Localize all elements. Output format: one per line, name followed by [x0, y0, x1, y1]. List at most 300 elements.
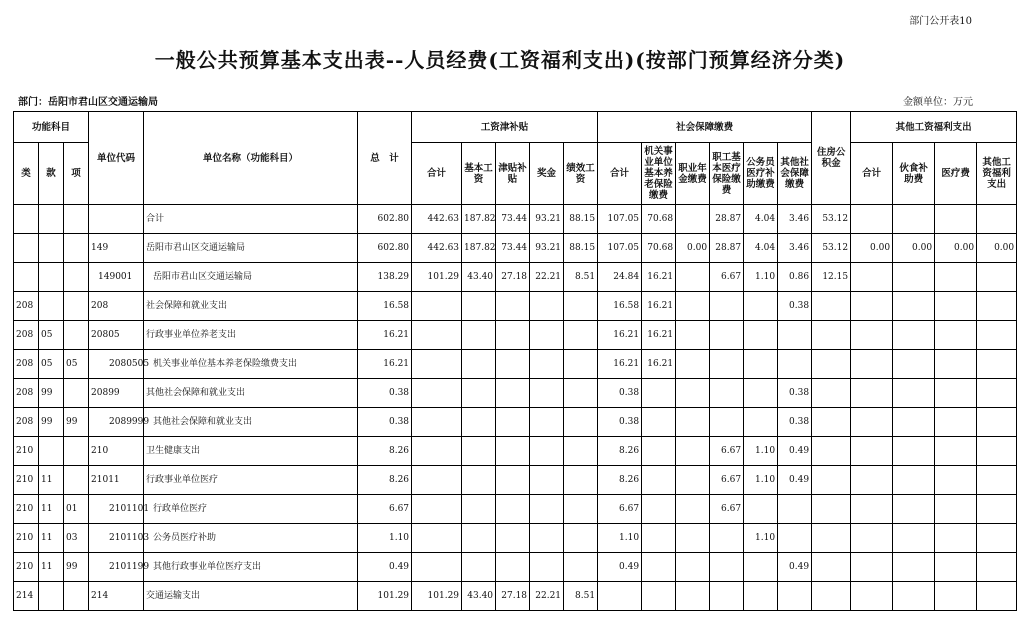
unit-name-cell: 交通运输支出	[144, 582, 358, 611]
amount-cell	[462, 292, 496, 321]
amount-cell	[710, 321, 744, 350]
amount-cell	[530, 466, 564, 495]
amount-cell	[935, 321, 977, 350]
amount-cell	[977, 524, 1017, 553]
amount-cell	[812, 379, 851, 408]
amount-cell	[744, 553, 778, 582]
amount-cell: 0.00	[851, 234, 893, 263]
header-other-social: 其他社会保障缴费	[778, 143, 812, 205]
function-class-cell	[14, 234, 39, 263]
amount-cell	[496, 292, 530, 321]
amount-cell: 6.67	[598, 495, 642, 524]
amount-cell	[676, 553, 710, 582]
amount-cell	[676, 408, 710, 437]
amount-cell: 6.67	[710, 263, 744, 292]
amount-cell	[935, 350, 977, 379]
header-occupational-annuity: 职业年金缴费	[676, 143, 710, 205]
amount-cell	[935, 524, 977, 553]
amount-cell	[893, 263, 935, 292]
function-class-cell: 208	[14, 321, 39, 350]
budget-table	[13, 111, 1017, 611]
amount-cell: 43.40	[462, 263, 496, 292]
amount-cell	[744, 292, 778, 321]
amount-cell	[977, 292, 1017, 321]
amount-cell	[812, 437, 851, 466]
amount-cell: 24.84	[598, 263, 642, 292]
unit-name-cell: 行政事业单位医疗	[144, 466, 358, 495]
amount-cell: 107.05	[598, 234, 642, 263]
amount-cell: 8.26	[598, 466, 642, 495]
amount-cell: 6.67	[710, 495, 744, 524]
header-other-group: 其他工资福利支出	[851, 112, 1017, 143]
amount-cell	[676, 466, 710, 495]
amount-cell: 16.21	[598, 350, 642, 379]
function-class-cell: 210	[14, 437, 39, 466]
amount-cell: 8.26	[598, 437, 642, 466]
function-class-cell: 05	[64, 350, 89, 379]
header-kuan: 款	[39, 143, 64, 205]
amount-cell	[812, 582, 851, 611]
amount-cell	[462, 408, 496, 437]
amount-cell: 93.21	[530, 234, 564, 263]
function-class-cell: 11	[39, 466, 64, 495]
amount-cell	[496, 553, 530, 582]
amount-cell: 73.44	[496, 234, 530, 263]
department-label: 部门：岳阳市君山区交通运输局	[18, 97, 158, 108]
header-unit-code: 单位代码	[89, 112, 144, 205]
amount-cell	[710, 292, 744, 321]
amount-cell: 28.87	[710, 205, 744, 234]
amount-cell: 28.87	[710, 234, 744, 263]
amount-cell	[893, 321, 935, 350]
amount-cell: 27.18	[496, 263, 530, 292]
amount-cell	[676, 524, 710, 553]
header-xiang: 项	[64, 143, 89, 205]
amount-cell: 22.21	[530, 582, 564, 611]
amount-cell	[851, 524, 893, 553]
header-other-total: 合计	[851, 143, 893, 205]
amount-cell	[977, 553, 1017, 582]
function-class-cell	[39, 582, 64, 611]
amount-cell	[462, 437, 496, 466]
amount-cell	[893, 437, 935, 466]
amount-cell: 8.26	[358, 466, 412, 495]
amount-cell: 0.00	[977, 234, 1017, 263]
amount-cell	[676, 292, 710, 321]
amount-cell	[851, 350, 893, 379]
amount-cell	[851, 379, 893, 408]
amount-cell	[744, 408, 778, 437]
amount-cell: 8.51	[564, 263, 598, 292]
amount-cell: 0.38	[598, 379, 642, 408]
unit-name-cell: 合计	[144, 205, 358, 234]
unit-name-cell: 卫生健康支出	[144, 437, 358, 466]
amount-cell: 0.49	[778, 466, 812, 495]
table-row	[14, 263, 1017, 292]
amount-cell: 16.21	[642, 263, 676, 292]
function-class-cell: 210	[14, 495, 39, 524]
amount-cell: 16.21	[642, 292, 676, 321]
amount-cell	[496, 379, 530, 408]
amount-cell	[744, 350, 778, 379]
amount-cell: 16.21	[642, 350, 676, 379]
function-class-cell: 99	[64, 408, 89, 437]
table-row	[14, 524, 1017, 553]
function-class-cell: 99	[39, 379, 64, 408]
amount-cell	[412, 495, 462, 524]
function-class-cell: 210	[14, 524, 39, 553]
header-wage-group: 工资津补贴	[412, 112, 598, 143]
amount-cell	[462, 321, 496, 350]
amount-cell	[564, 292, 598, 321]
amount-cell: 3.46	[778, 234, 812, 263]
amount-cell	[851, 437, 893, 466]
amount-cell	[977, 350, 1017, 379]
amount-cell: 187.82	[462, 234, 496, 263]
amount-cell	[530, 553, 564, 582]
amount-cell	[564, 350, 598, 379]
amount-cell	[812, 466, 851, 495]
amount-cell: 88.15	[564, 205, 598, 234]
unit-name-cell: 社会保障和就业支出	[144, 292, 358, 321]
amount-cell: 0.38	[358, 379, 412, 408]
amount-cell: 0.38	[778, 379, 812, 408]
amount-cell: 1.10	[744, 466, 778, 495]
amount-cell	[710, 408, 744, 437]
amount-cell	[893, 350, 935, 379]
unit-code-cell: 208	[89, 292, 144, 321]
amount-cell	[935, 466, 977, 495]
amount-cell	[812, 350, 851, 379]
amount-cell	[530, 524, 564, 553]
function-class-cell	[64, 234, 89, 263]
function-class-cell	[64, 205, 89, 234]
table-row	[14, 292, 1017, 321]
amount-cell	[893, 553, 935, 582]
amount-cell: 1.10	[598, 524, 642, 553]
amount-cell	[676, 437, 710, 466]
amount-cell	[935, 553, 977, 582]
table-row	[14, 205, 1017, 234]
function-class-cell: 11	[39, 495, 64, 524]
table-row	[14, 466, 1017, 495]
amount-cell	[710, 379, 744, 408]
amount-cell	[812, 495, 851, 524]
unit-name-cell: 岳阳市君山区交通运输局	[144, 263, 358, 292]
amount-cell	[642, 582, 676, 611]
unit-name-cell: 公务员医疗补助	[144, 524, 358, 553]
amount-cell: 0.49	[778, 437, 812, 466]
amount-cell	[977, 205, 1017, 234]
amount-cell	[676, 350, 710, 379]
amount-cell	[642, 408, 676, 437]
amount-cell	[496, 321, 530, 350]
amount-cell	[564, 437, 598, 466]
amount-cell	[851, 263, 893, 292]
header-medical-fee: 医疗费	[935, 143, 977, 205]
header-basic-wage: 基本工资	[462, 143, 496, 205]
amount-cell	[676, 379, 710, 408]
function-class-cell: 210	[14, 466, 39, 495]
unit-code-cell	[89, 205, 144, 234]
amount-cell: 3.46	[778, 205, 812, 234]
amount-cell	[412, 553, 462, 582]
amount-cell	[412, 437, 462, 466]
table-row	[14, 350, 1017, 379]
function-class-cell: 11	[39, 553, 64, 582]
amount-cell: 6.67	[710, 437, 744, 466]
unit-name-cell: 机关事业单位基本养老保险缴费支出	[144, 350, 358, 379]
header-social-group: 社会保障缴费	[598, 112, 812, 143]
amount-cell	[412, 466, 462, 495]
header-pension-insurance: 机关事业单位基本养老保险缴费	[642, 143, 676, 205]
function-class-cell: 208	[14, 350, 39, 379]
amount-cell	[412, 379, 462, 408]
table-row	[14, 582, 1017, 611]
amount-cell: 16.21	[598, 321, 642, 350]
amount-cell	[496, 408, 530, 437]
amount-cell: 88.15	[564, 234, 598, 263]
amount-cell	[412, 524, 462, 553]
amount-cell	[496, 495, 530, 524]
amount-cell: 12.15	[812, 263, 851, 292]
amount-cell	[778, 524, 812, 553]
amount-cell: 101.29	[412, 263, 462, 292]
function-class-cell	[64, 379, 89, 408]
function-class-cell: 01	[64, 495, 89, 524]
unit-code-cell: 20805	[89, 321, 144, 350]
amount-cell	[530, 350, 564, 379]
header-allowance: 津贴补贴	[496, 143, 530, 205]
unit-name-cell: 其他行政事业单位医疗支出	[144, 553, 358, 582]
amount-cell	[977, 408, 1017, 437]
amount-cell	[642, 379, 676, 408]
amount-cell	[412, 321, 462, 350]
function-class-cell: 214	[14, 582, 39, 611]
amount-cell	[812, 292, 851, 321]
function-class-cell	[39, 205, 64, 234]
amount-cell	[977, 379, 1017, 408]
amount-cell: 138.29	[358, 263, 412, 292]
amount-cell	[935, 495, 977, 524]
amount-cell	[598, 582, 642, 611]
amount-cell: 0.49	[358, 553, 412, 582]
function-class-cell: 208	[14, 408, 39, 437]
amount-cell	[851, 205, 893, 234]
amount-cell	[935, 379, 977, 408]
amount-cell	[710, 524, 744, 553]
header-unit-name: 单位名称（功能科目）	[144, 112, 358, 205]
amount-cell	[935, 408, 977, 437]
amount-cell	[530, 408, 564, 437]
amount-cell: 6.67	[358, 495, 412, 524]
table-row	[14, 553, 1017, 582]
function-class-cell	[39, 292, 64, 321]
table-row	[14, 437, 1017, 466]
amount-cell	[893, 205, 935, 234]
amount-cell: 1.10	[744, 524, 778, 553]
table-row	[14, 321, 1017, 350]
amount-cell	[893, 524, 935, 553]
page-id: 部门公开表10	[909, 16, 972, 27]
unit-name-cell: 行政单位医疗	[144, 495, 358, 524]
function-class-cell	[14, 263, 39, 292]
header-housing-fund: 住房公积金	[812, 112, 851, 205]
amount-cell	[530, 292, 564, 321]
table-row	[14, 495, 1017, 524]
amount-cell: 0.00	[893, 234, 935, 263]
amount-cell: 73.44	[496, 205, 530, 234]
function-class-cell	[39, 234, 64, 263]
amount-cell: 16.21	[358, 350, 412, 379]
amount-cell: 22.21	[530, 263, 564, 292]
amount-cell	[893, 495, 935, 524]
amount-cell: 8.51	[564, 582, 598, 611]
amount-cell	[977, 437, 1017, 466]
amount-cell: 53.12	[812, 205, 851, 234]
amount-cell	[935, 205, 977, 234]
amount-cell	[893, 408, 935, 437]
amount-cell: 1.10	[744, 263, 778, 292]
amount-cell: 70.68	[642, 234, 676, 263]
function-class-cell	[14, 205, 39, 234]
amount-cell: 0.00	[935, 234, 977, 263]
amount-cell	[935, 437, 977, 466]
amount-cell: 101.29	[358, 582, 412, 611]
header-civil-medical-subsidy: 公务员医疗补助缴费	[744, 143, 778, 205]
unit-code-cell: 2101199	[89, 553, 144, 582]
amount-cell	[710, 582, 744, 611]
amount-cell	[462, 379, 496, 408]
unit-code-cell: 2101103	[89, 524, 144, 553]
unit-code-cell: 2080505	[89, 350, 144, 379]
amount-cell: 602.80	[358, 234, 412, 263]
function-class-cell	[39, 437, 64, 466]
amount-cell: 1.10	[358, 524, 412, 553]
unit-name-cell: 其他社会保障和就业支出	[144, 379, 358, 408]
amount-cell	[744, 379, 778, 408]
amount-cell	[642, 466, 676, 495]
amount-cell	[676, 205, 710, 234]
amount-cell	[564, 321, 598, 350]
amount-cell	[462, 466, 496, 495]
amount-cell	[893, 466, 935, 495]
function-class-cell: 05	[39, 321, 64, 350]
amount-cell	[530, 321, 564, 350]
amount-cell	[893, 582, 935, 611]
amount-cell	[564, 466, 598, 495]
function-class-cell: 11	[39, 524, 64, 553]
amount-cell	[893, 292, 935, 321]
amount-cell	[851, 292, 893, 321]
amount-cell: 0.38	[778, 292, 812, 321]
amount-cell	[564, 524, 598, 553]
amount-cell: 16.21	[358, 321, 412, 350]
function-class-cell: 05	[39, 350, 64, 379]
amount-cell	[412, 408, 462, 437]
amount-cell	[412, 292, 462, 321]
amount-cell	[744, 495, 778, 524]
amount-cell: 442.63	[412, 205, 462, 234]
function-class-cell	[64, 582, 89, 611]
amount-cell	[530, 437, 564, 466]
page-title: 一般公共预算基本支出表--人员经费(工资福利支出)(按部门预算经济分类)	[154, 48, 846, 72]
unit-code-cell: 20899	[89, 379, 144, 408]
amount-cell: 70.68	[642, 205, 676, 234]
amount-cell: 16.58	[358, 292, 412, 321]
amount-cell	[778, 321, 812, 350]
function-class-cell	[39, 263, 64, 292]
amount-cell	[642, 553, 676, 582]
unit-name-cell: 行政事业单位养老支出	[144, 321, 358, 350]
unit-code-cell: 149	[89, 234, 144, 263]
amount-cell	[851, 408, 893, 437]
amount-cell: 43.40	[462, 582, 496, 611]
amount-cell: 0.38	[778, 408, 812, 437]
amount-cell	[977, 495, 1017, 524]
amount-cell	[676, 582, 710, 611]
amount-cell: 187.82	[462, 205, 496, 234]
amount-cell: 0.49	[778, 553, 812, 582]
amount-cell: 8.26	[358, 437, 412, 466]
amount-cell	[977, 466, 1017, 495]
amount-cell: 0.38	[598, 408, 642, 437]
amount-cell: 0.49	[598, 553, 642, 582]
function-class-cell: 99	[64, 553, 89, 582]
amount-cell	[642, 524, 676, 553]
amount-cell	[496, 350, 530, 379]
amount-cell: 101.29	[412, 582, 462, 611]
amount-cell	[851, 582, 893, 611]
amount-cell	[778, 582, 812, 611]
amount-cell: 4.04	[744, 205, 778, 234]
function-class-cell	[64, 466, 89, 495]
header-lei: 类	[14, 143, 39, 205]
amount-cell	[564, 553, 598, 582]
header-performance-pay: 绩效工资	[564, 143, 598, 205]
amount-cell	[851, 466, 893, 495]
function-class-cell: 208	[14, 292, 39, 321]
amount-cell	[851, 553, 893, 582]
amount-cell: 107.05	[598, 205, 642, 234]
unit-name-cell: 其他社会保障和就业支出	[144, 408, 358, 437]
amount-cell	[530, 379, 564, 408]
currency-unit-label: 金额单位：万元	[903, 97, 973, 108]
amount-cell	[642, 495, 676, 524]
amount-cell	[812, 321, 851, 350]
function-class-cell	[64, 292, 89, 321]
unit-code-cell: 2101101	[89, 495, 144, 524]
amount-cell	[935, 292, 977, 321]
amount-cell: 0.38	[358, 408, 412, 437]
amount-cell: 442.63	[412, 234, 462, 263]
amount-cell	[812, 408, 851, 437]
amount-cell: 16.21	[642, 321, 676, 350]
amount-cell	[710, 350, 744, 379]
function-class-cell	[64, 437, 89, 466]
header-func-subject: 功能科目	[14, 112, 89, 143]
amount-cell	[676, 495, 710, 524]
amount-cell: 16.58	[598, 292, 642, 321]
table-row	[14, 234, 1017, 263]
header-medical-insurance: 职工基本医疗保险缴费	[710, 143, 744, 205]
amount-cell	[977, 582, 1017, 611]
table-body	[14, 205, 1017, 611]
amount-cell	[977, 321, 1017, 350]
amount-cell	[496, 524, 530, 553]
header-meal-subsidy: 伙食补助费	[893, 143, 935, 205]
amount-cell	[496, 437, 530, 466]
